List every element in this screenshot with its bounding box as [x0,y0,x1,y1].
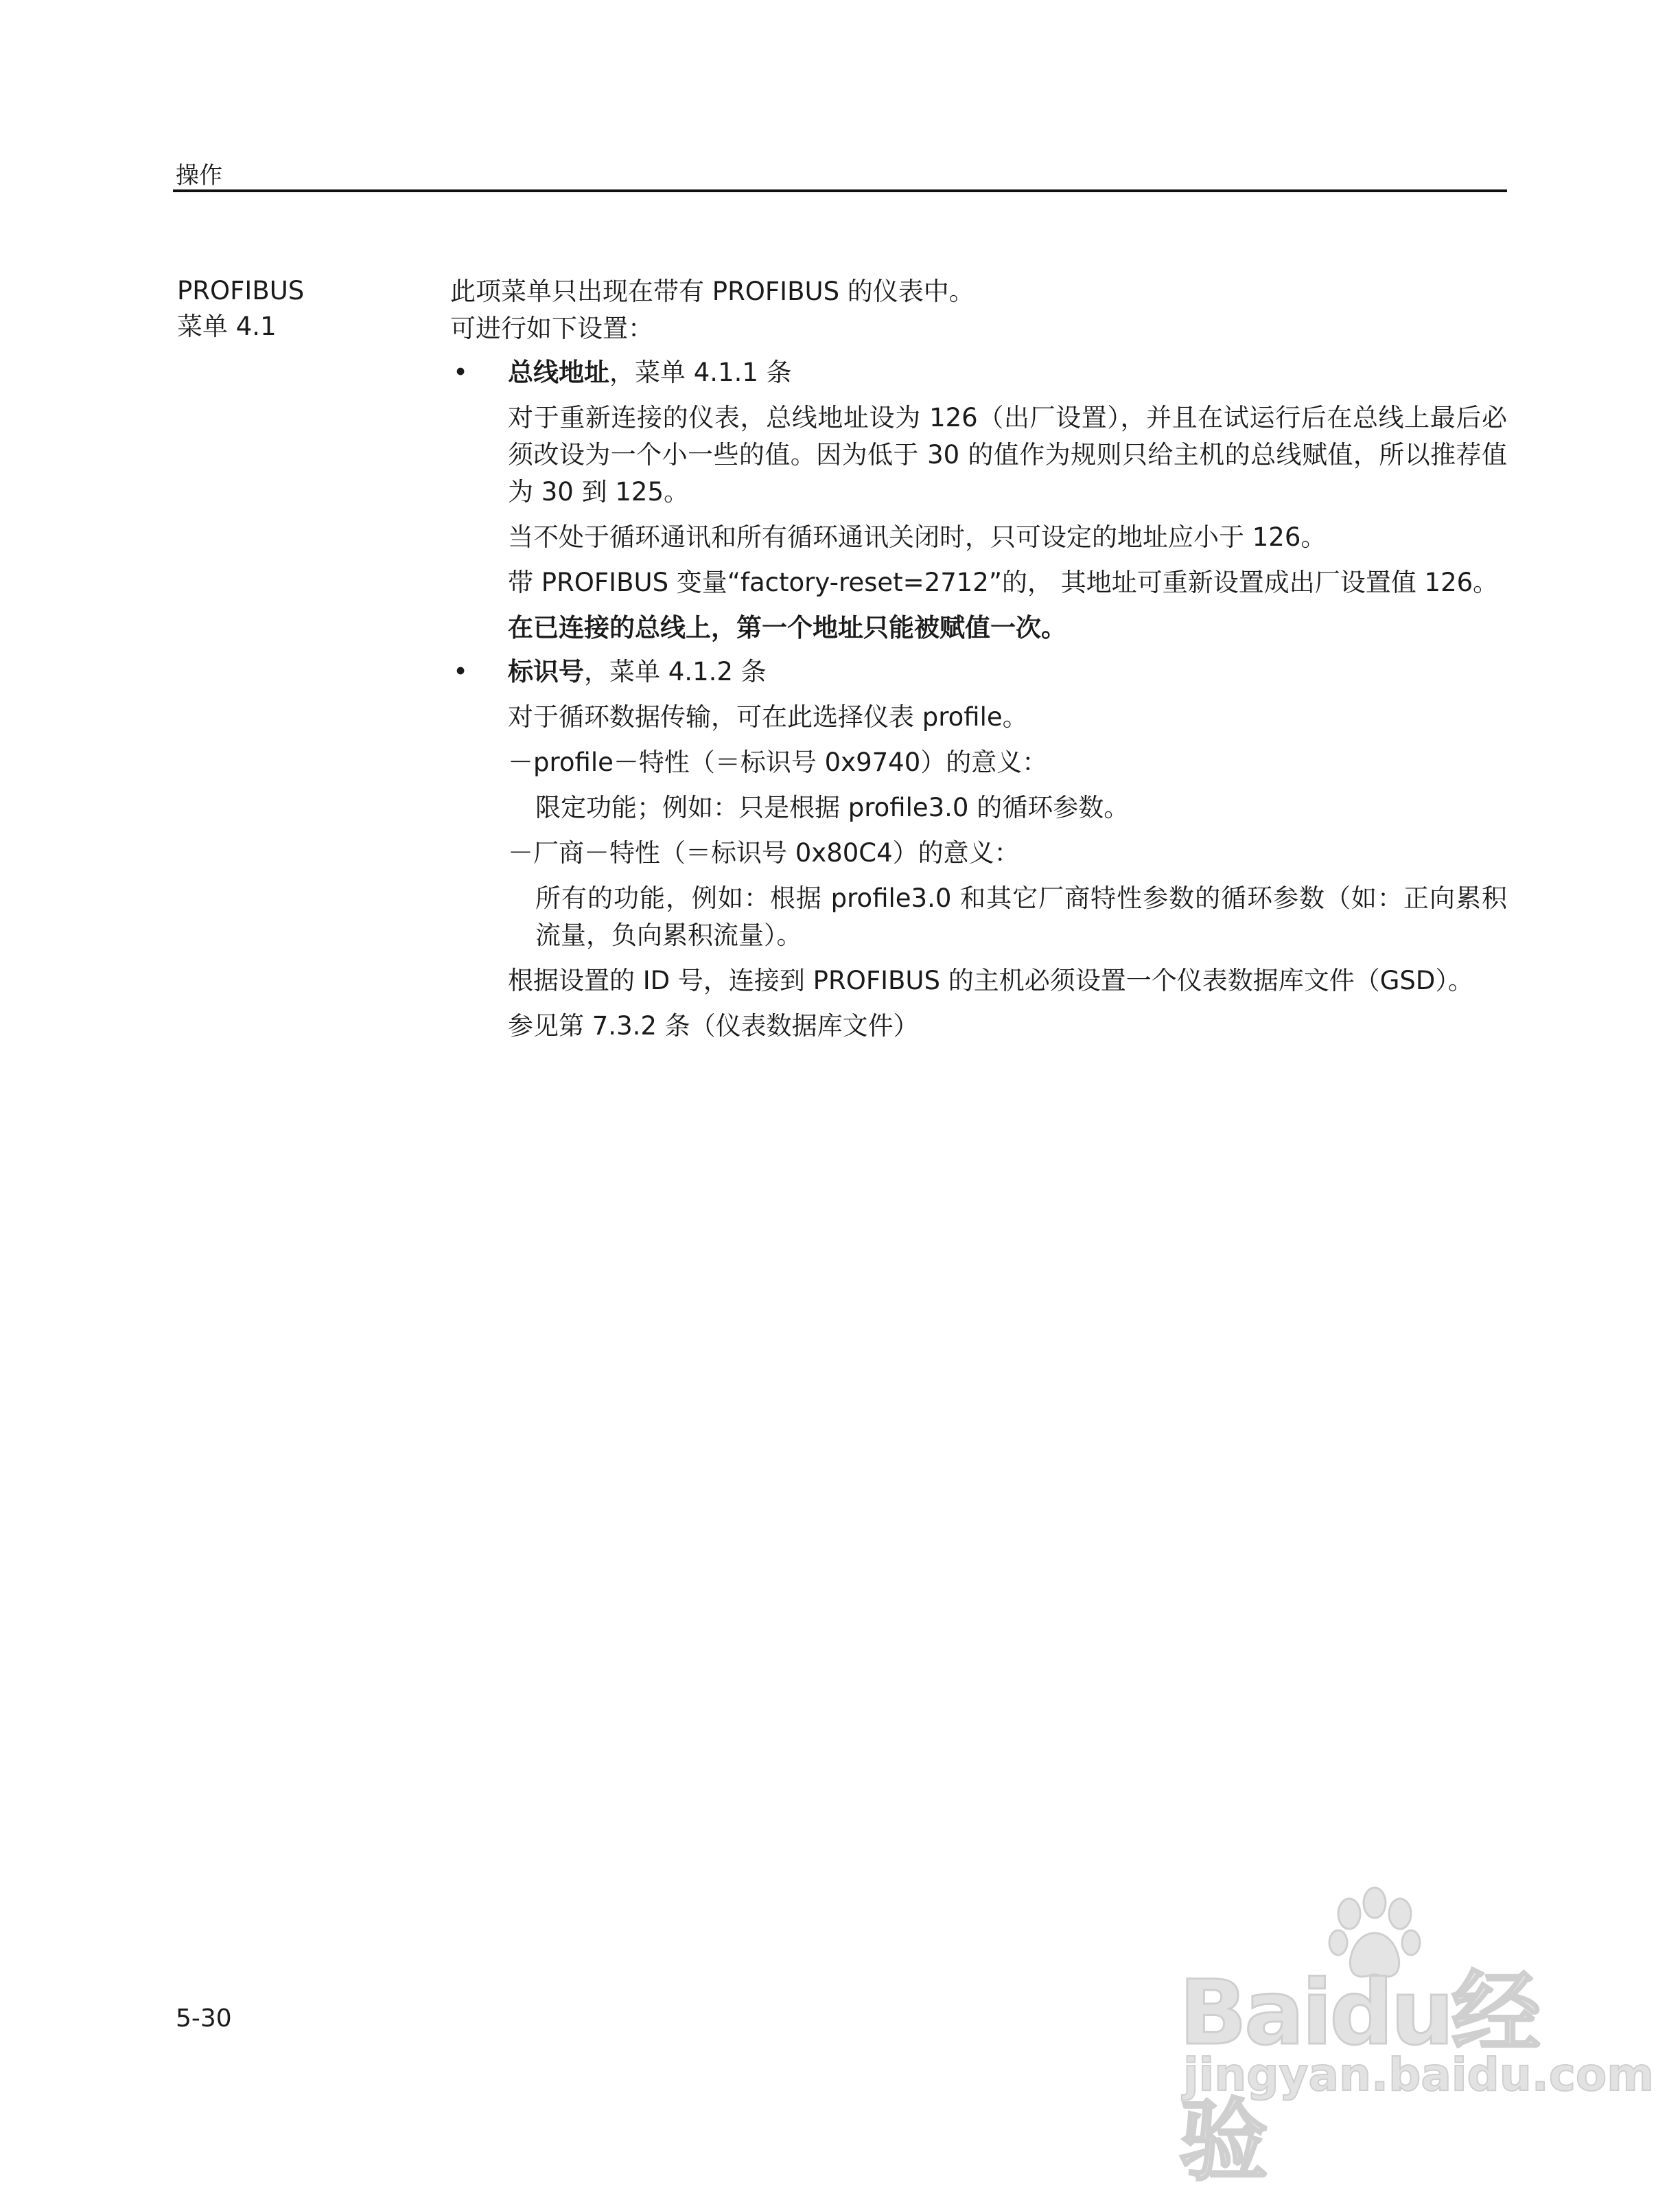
sidebar-title: PROFIBUS [177,276,305,305]
section-header: 操作 [176,162,222,189]
profile-feature-title: －profile－特性（＝标识号 0x9740）的意义： [508,748,1048,777]
bus-address-item [450,354,1507,391]
ident-number-para-2: 根据设置的 ID 号，连接到 PROFIBUS 的主机必须设置一个仪表数据库文件（GSD）。 [508,966,1473,995]
profile-feature-desc: 限定功能；例如：只是根据 profile3.0 的循环参数。 [535,793,1130,822]
bullet-icon: • [453,657,468,686]
main-content [450,273,1507,1045]
watermark-url: jingyan.baidu.com [1183,2048,1655,2101]
ident-number-para-1: 对于循环数据传输，可在此选择仪表 profile。 [508,702,1028,732]
page-number: 5-30 [176,2004,232,2033]
watermark [1179,1886,1655,2193]
bus-address-para-2: 当不处于循环通讯和所有循环通讯关闭时，只可设定的地址应小于 126。 [508,522,1327,552]
header-divider [173,189,1507,192]
bullet-icon: • [453,358,468,387]
bus-address-title: 总线地址 [508,358,609,387]
sidebar-heading [177,273,304,345]
vendor-feature-desc: 所有的功能，例如：根据 profile3.0 和其它厂商特性参数的循环参数（如：正向累积流量，负向累积流量）。 [535,883,1507,950]
intro-line-2: 可进行如下设置： [450,314,653,343]
bus-address-para-1: 对于重新连接的仪表，总线地址设为 126（出厂设置），并且在试运行后在总线上最后必须改设为一个小一些的值。因为低于 30 的值作为规则只给主机的总线赋值，所以推荐值为 30 到 125。 [508,403,1507,507]
sidebar-subtitle: 菜单 4.1 [177,312,277,341]
vendor-feature-title: －厂商－特性（＝标识号 0x80C4）的意义： [508,838,1020,868]
intro-line-1: 此项菜单只出现在带有 PROFIBUS 的仪表中。 [450,277,975,306]
bus-address-ref: ，菜单 4.1.1 条 [609,358,792,387]
ident-number-para-3: 参见第 7.3.2 条（仪表数据库文件） [508,1011,919,1041]
bus-address-note: 在已连接的总线上，第一个地址只能被赋值一次。 [508,613,1066,643]
bus-address-para-3: 带 PROFIBUS 变量“factory-reset=2712”的， 其地址可重新设置成出厂设置值 126。 [508,568,1499,597]
watermark-logo: Baidu经验 [1179,1960,1538,2193]
ident-number-title: 标识号 [508,657,584,686]
ident-number-item [450,653,1507,691]
ident-number-ref: ，菜单 4.1.2 条 [584,657,767,686]
